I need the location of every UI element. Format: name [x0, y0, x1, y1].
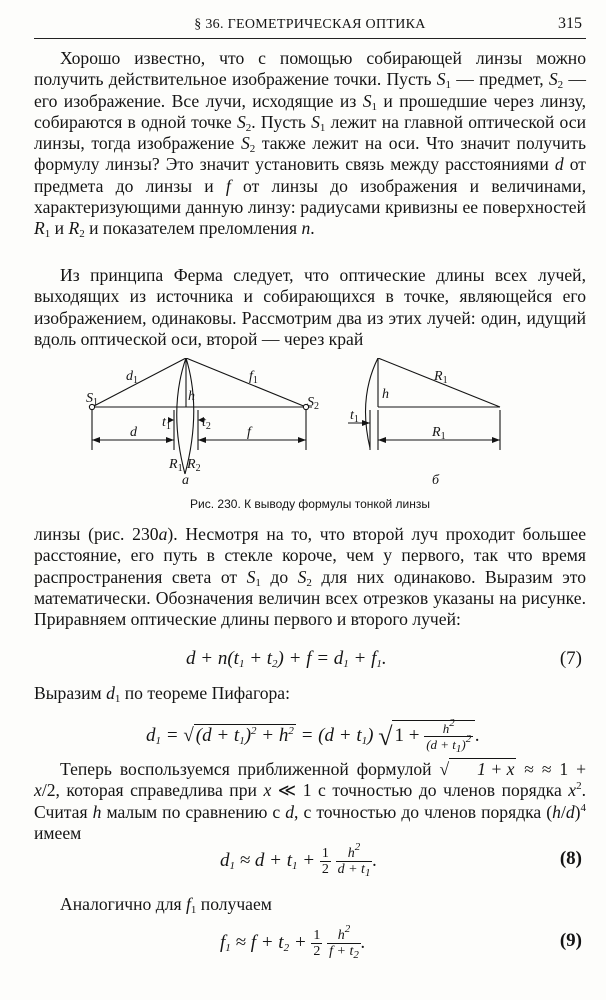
label-f: f: [247, 425, 251, 440]
equation-7-number: (7): [559, 648, 582, 669]
lens-surface-r1: [177, 358, 186, 474]
equation-8: [34, 840, 586, 880]
label-r1-b: $R_1$: [434, 369, 448, 386]
paragraph-2: Из принципа Ферма следует, что оптические длины всех лучей, выходящих из источника и собирающихся в точке, являющейся его изображением, одинаковы. Рассмотрим два из этих лучей: один, идущий вдоль оптической оси, второй — через край: [34, 265, 586, 349]
label-r1-dim: $R_1$: [432, 425, 446, 442]
paragraph-1: Хорошо известно, что с помощью собирающей линзы можно получить действительное изображение точки. Пусть $S_1$ — предмет, $S_2$ — его изображение. Все лучи, исходящие из $S_1$ и прошедшие через линзу, собираются в одной точке $S_2$. Пусть $S_1$ лежит на главной оптической оси линзы, тогда изображение $S_2$ также лежит на оси. Что значит получить формулу линзы? Это значит установить связь между расстояниями d от предмета до линзы и f от линзы до изображения и величинами, характеризующими данную линзу: радиусами кривизны ее поверхностей $R_1$ и $R_2$ и показателем преломления n.: [34, 48, 587, 241]
figure-230: [34, 358, 586, 488]
figure-caption: Рис. 230. К выводу формулы тонкой линзы: [190, 497, 430, 511]
equation-9: [34, 922, 586, 962]
equation-9-body: $f_1 \approx f + t_2$ + $\frac{1}{2}$ $\frac{h^2}{f + t_2}$ .: [220, 923, 366, 961]
ray-f1: [186, 358, 306, 407]
page-number: 315: [558, 15, 582, 32]
label-r2-a: $R_2$: [187, 457, 201, 474]
equation-8-body: $d_1 \approx d + t_1$ + $\frac{1}{2}$ $\frac{h^2}{d + t_1}$ .: [220, 841, 378, 879]
equation-7: [34, 648, 586, 678]
equation-pythagoras-body: $d_1$ = √ $(d + t_1)^2 + h^2 = (d + t_1)$ √ 1 + $\frac{h^2}{(d + t_1)^2}$ .: [146, 717, 480, 755]
paragraph-6: Аналогично для $f_1$ получаем: [60, 894, 272, 916]
label-f1: $f_1$: [249, 369, 258, 386]
ray-d1: [92, 358, 186, 407]
equation-pythagoras: [34, 712, 586, 756]
label-d1: $d_1$: [126, 369, 138, 386]
label-t1-b: $t_1$: [350, 408, 359, 425]
label-r1-a: $R_1$: [169, 457, 183, 474]
label-s1: $S_1$: [86, 391, 98, 408]
paragraph-4: Выразим $d_1$ по теореме Пифагора:: [34, 683, 291, 705]
label-part-b: б: [432, 473, 440, 488]
label-t1: $t_1$: [162, 415, 171, 432]
label-h-a: h: [188, 389, 195, 404]
label-part-a: а: [182, 473, 189, 488]
paragraph-3: линзы (рис. 230а). Несмотря на то, что второй луч проходит большее расстояние, его путь в стекле короче, чем у первого, так что время распространения света от $S_1$ до $S_2$ для них одинаково. Выразим это математически. Обозначения величин всех отрезков указаны на рисунке. Приравняем оптические длины первого и второго лучей:: [34, 524, 587, 630]
paragraph-5: Теперь воспользуемся приближенной формулой √ 1 + x ≈ ≈ 1 + x/2, которая справедлива при x ≪ 1 с точностью до членов порядка $x^2$. Считая h малым по сравнению с d, с точностью до членов порядка $(h/d)^4$ имеем: [34, 759, 586, 843]
equation-9-number: (9): [559, 930, 582, 951]
section-title: § 36. ГЕОМЕТРИЧЕСКАЯ ОПТИКА: [194, 17, 426, 32]
label-h-b: h: [382, 387, 389, 402]
label-d: d: [130, 425, 137, 440]
label-t2: $t_2$: [202, 415, 211, 432]
arc-surface-b: [366, 358, 379, 448]
running-header: [34, 14, 586, 39]
equation-7-body: $d + n(t_1 + t_2) + f = d_1 + f_1$.: [186, 648, 387, 670]
label-s2: $S_2$: [307, 395, 319, 412]
equation-8-number: (8): [559, 848, 582, 869]
